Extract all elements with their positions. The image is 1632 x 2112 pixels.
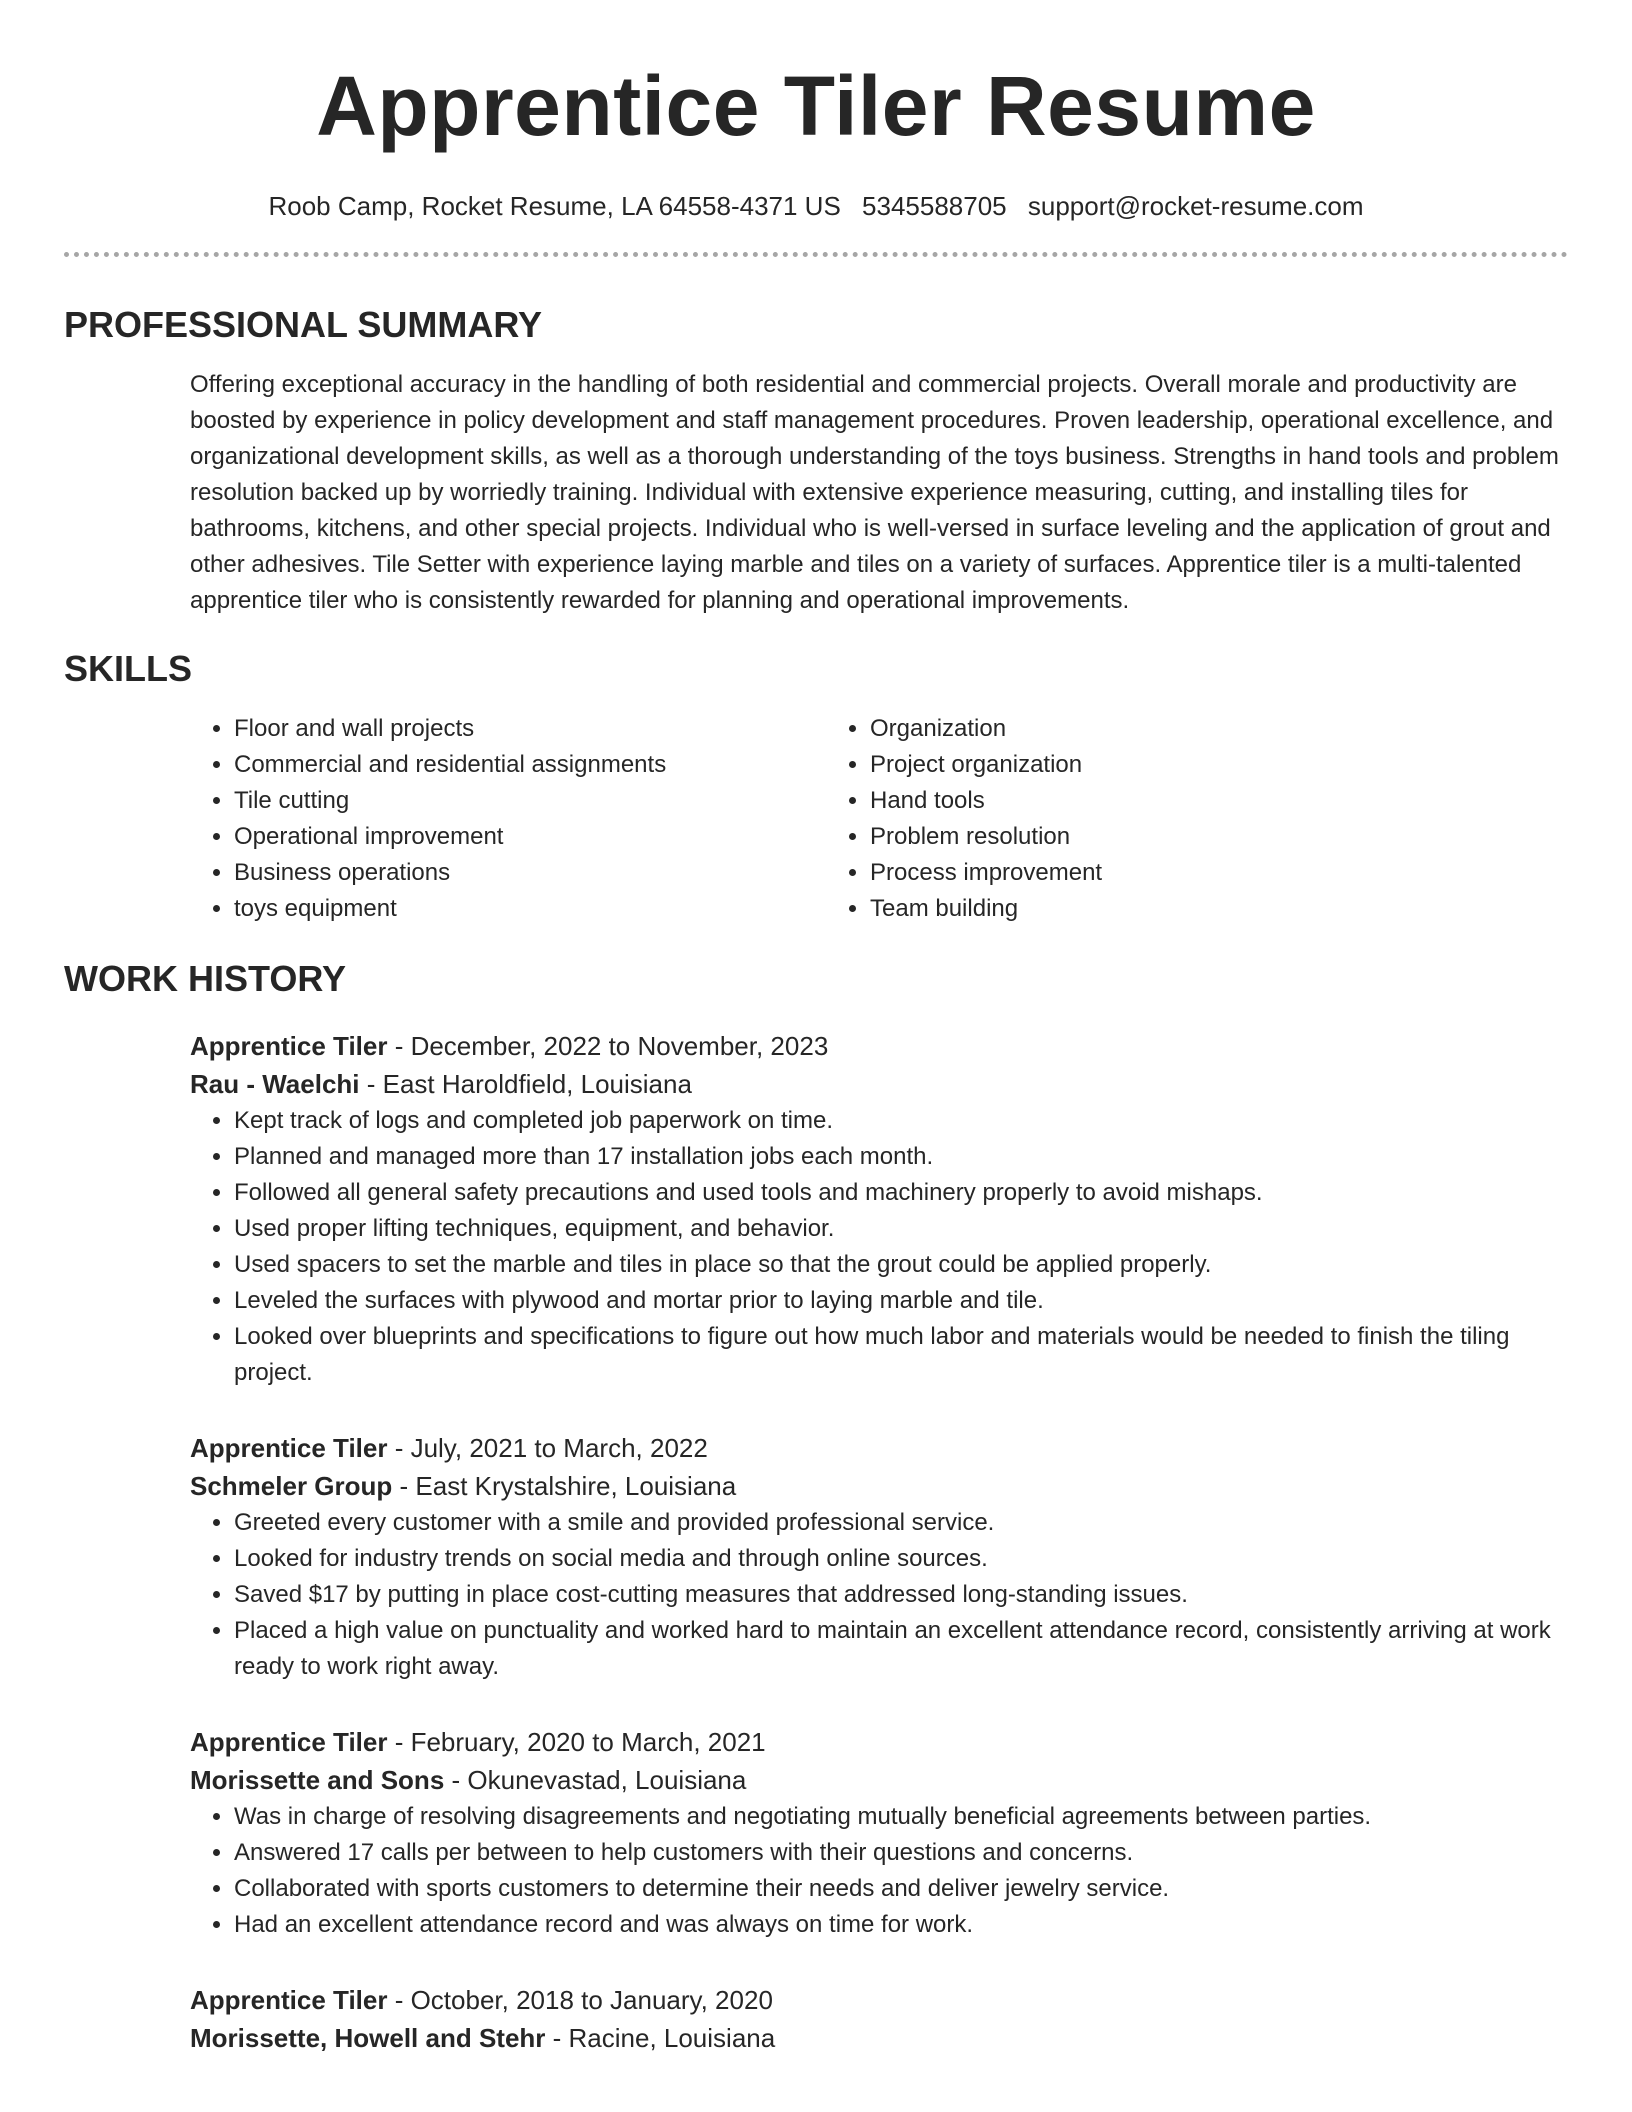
skill-item: • Project organization (870, 747, 1462, 783)
job-bullet: • Saved $17 by putting in place cost-cutting measures that addressed long-standing issues. (234, 1577, 1568, 1613)
job-dates: - December, 2022 to November, 2023 (387, 1031, 829, 1061)
skills-list-right (826, 711, 1462, 927)
skills-columns (190, 711, 1568, 927)
job-entry (190, 1723, 1568, 1943)
job-bullet: • Greeted every customer with a smile and provided professional service. (234, 1505, 1568, 1541)
job-company: Schmeler Group (190, 1471, 393, 1501)
skill-item: • Organization (870, 711, 1462, 747)
job-bullet: • Looked over blueprints and specifications to figure out how much labor and materials would be needed to finish the tiling project. (234, 1319, 1568, 1391)
skill-item: • Operational improvement (234, 819, 826, 855)
job-dates: - February, 2020 to March, 2021 (387, 1727, 766, 1757)
job-title: Apprentice Tiler (190, 1727, 388, 1757)
skill-item: • Team building (870, 891, 1462, 927)
job-bullet: • Had an excellent attendance record and was always on time for work. (234, 1907, 1568, 1943)
job-location: - Racine, Louisiana (545, 2023, 776, 2053)
skill-item: • Tile cutting (234, 783, 826, 819)
job-title: Apprentice Tiler (190, 1985, 388, 2015)
job-bullet: • Used spacers to set the marble and tiles in place so that the grout could be applied properly. (234, 1247, 1568, 1283)
job-entry (190, 1981, 1568, 2057)
job-bullets (190, 1505, 1568, 1685)
job-entry (190, 1429, 1568, 1685)
job-title-line (190, 1981, 1568, 2019)
skills-section (190, 711, 1568, 927)
contact-line (64, 189, 1568, 223)
header-divider (64, 252, 1568, 257)
job-location: - Okunevastad, Louisiana (444, 1765, 747, 1795)
job-dates: - July, 2021 to March, 2022 (387, 1433, 708, 1463)
job-dates: - October, 2018 to January, 2020 (387, 1985, 773, 2015)
contact-phone: 5345588705 (862, 191, 1007, 221)
resume-title: Apprentice Tiler Resume (316, 59, 1316, 153)
skill-item: • Hand tools (870, 783, 1462, 819)
job-title: Apprentice Tiler (190, 1433, 388, 1463)
job-bullet: • Kept track of logs and completed job paperwork on time. (234, 1103, 1568, 1139)
job-bullet: • Answered 17 calls per between to help customers with their questions and concerns. (234, 1835, 1568, 1871)
job-bullet: • Placed a high value on punctuality and worked hard to maintain an excellent attendance record, consistently arriving at work ready to work right away. (234, 1613, 1568, 1685)
contact-email: support@rocket-resume.com (1027, 191, 1364, 221)
job-bullet: • Collaborated with sports customers to determine their needs and deliver jewelry service. (234, 1871, 1568, 1907)
job-company: Morissette and Sons (190, 1765, 445, 1795)
contact-address: Roob Camp, Rocket Resume, LA 64558-4371 US (268, 191, 841, 221)
skill-item: • Process improvement (870, 855, 1462, 891)
job-bullet: • Followed all general safety precautions and used tools and machinery properly to avoid mishaps. (234, 1175, 1568, 1211)
summary-heading: PROFESSIONAL SUMMARY (64, 304, 543, 345)
job-title: Apprentice Tiler (190, 1031, 388, 1061)
skill-item: • Floor and wall projects (234, 711, 826, 747)
summary-section (190, 367, 1568, 619)
summary-text: Offering exceptional accuracy in the handling of both residential and commercial projects. Overall morale and productivity are boosted by experience in policy development and staff management procedures. Proven leadership, operational excellence, and organizational development skills, as well as a thorough understanding of the toys business. Strengths in hand tools and problem resolution backed up by worriedly training. Individual with extensive experience measuring, cutting, and installing tiles for bathrooms, kitchens, and other special projects. Individual who is well-versed in surface leveling and the application of grout and other adhesives. Tile Setter with experience laying marble and tiles on a variety of surfaces. Apprentice tiler is a multi-talented apprentice tiler who is consistently rewarded for planning and operational improvements. (190, 371, 1559, 614)
job-bullets (190, 1103, 1568, 1391)
job-company: Rau - Waelchi (190, 1069, 360, 1099)
job-bullet: • Was in charge of resolving disagreements and negotiating mutually beneficial agreements between parties. (234, 1799, 1568, 1835)
skill-item: • Commercial and residential assignments (234, 747, 826, 783)
job-title-line (190, 1723, 1568, 1761)
skill-item: • Business operations (234, 855, 826, 891)
skills-list-left (190, 711, 826, 927)
job-bullets (190, 1799, 1568, 1943)
job-company-line (190, 1761, 1568, 1799)
skills-heading: SKILLS (64, 648, 193, 689)
job-bullet: • Looked for industry trends on social media and through online sources. (234, 1541, 1568, 1577)
job-company: Morissette, Howell and Stehr (190, 2023, 546, 2053)
work-history-section (190, 1027, 1568, 2057)
job-bullet: • Used proper lifting techniques, equipment, and behavior. (234, 1211, 1568, 1247)
job-title-line (190, 1429, 1568, 1467)
job-company-line (190, 1065, 1568, 1103)
job-entry (190, 1027, 1568, 1391)
job-company-line (190, 2019, 1568, 2057)
job-bullet: • Leveled the surfaces with plywood and mortar prior to laying marble and tile. (234, 1283, 1568, 1319)
job-bullet: • Planned and managed more than 17 installation jobs each month. (234, 1139, 1568, 1175)
work-history-heading: WORK HISTORY (64, 958, 347, 999)
job-location: - East Krystalshire, Louisiana (392, 1471, 737, 1501)
job-company-line (190, 1467, 1568, 1505)
job-location: - East Haroldfield, Louisiana (359, 1069, 692, 1099)
job-title-line (190, 1027, 1568, 1065)
skill-item: • toys equipment (234, 891, 826, 927)
skill-item: • Problem resolution (870, 819, 1462, 855)
